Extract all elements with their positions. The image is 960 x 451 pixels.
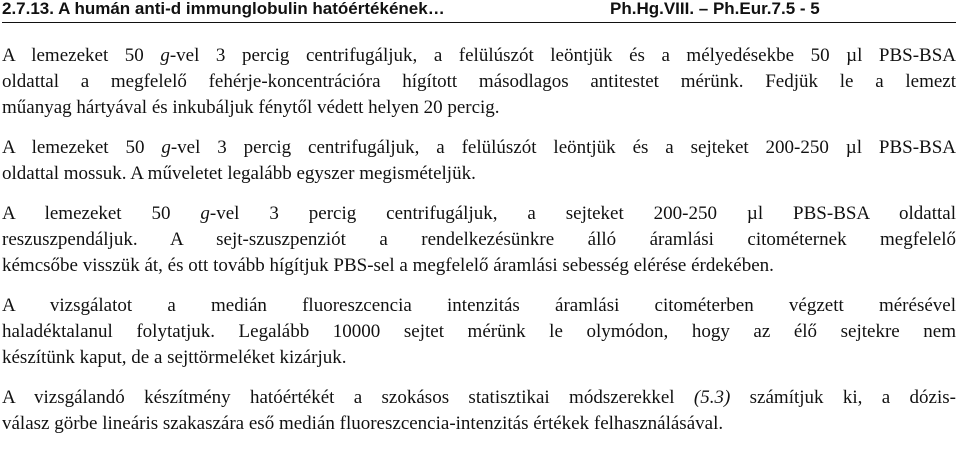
paragraph-resuspension <box>2 201 956 279</box>
text-line: készítünk kaput, de a sejttörmeléket kizárjuk. <box>2 347 347 368</box>
text-line: reszuszpendáljuk. A sejt-szuszpenziót a rendelkezésünkre álló áramlási citométernek megfelelő <box>2 229 956 250</box>
paragraph-secondary-antibody <box>2 43 956 121</box>
text-line: A vizsgálandó készítmény hatóértékét a szokásos statisztikai módszerekkel (5.3) számítjuk ki, a dózis- <box>2 387 956 408</box>
text-line: haladéktalanul folytatjuk. Legalább 10000 sejtet mérünk le olymódon, hogy az élő sejtekre nem <box>2 321 956 342</box>
text-line: A lemezeket 50 g-vel 3 percig centrifugáljuk, a sejteket 200-250 µl PBS-BSA oldattal <box>2 203 956 224</box>
section-title: 2.7.13. A humán anti-d immunglobulin hatóértékének… <box>2 0 445 18</box>
page-header <box>2 0 956 23</box>
text-line: kémcsőbe visszük át, és ott tovább hígítjuk PBS-sel a megfelelő áramlási sebesség elérése érdekében. <box>2 255 774 276</box>
text-line: A lemezeket 50 g-vel 3 percig centrifugáljuk, a felülúszót leöntjük és a sejteket 200-250 µl PBS-BSA <box>2 137 956 158</box>
paragraph-washing <box>2 135 956 187</box>
text-line: műanyag hártyával és inkubáljuk fénytől védett helyen 20 percig. <box>2 97 500 118</box>
text-line: oldattal a megfelelő fehérje-koncentrációra hígított másodlagos antitestet mérünk. Fedjük le a lemezt <box>2 71 956 92</box>
document-body <box>2 43 956 451</box>
text-line: oldattal mossuk. A műveletet legalább egyszer megismételjük. <box>2 163 476 184</box>
paragraph-potency-calculation <box>2 385 956 437</box>
pharmacopoeia-reference: Ph.Hg.VIII. – Ph.Eur.7.5 - 5 <box>610 0 820 18</box>
text-line: A vizsgálatot a medián fluoreszcencia intenzitás áramlási citométerben végzett mérésével <box>2 295 956 316</box>
text-line: válasz görbe lineáris szakaszára eső medián fluoreszcencia-intenzitás értékek felhasználásával. <box>2 413 724 434</box>
text-line: A lemezeket 50 g-vel 3 percig centrifugáljuk, a felülúszót leöntjük és a mélyedésekbe 50 µl PBS-BSA <box>2 45 956 66</box>
paragraph-measurement <box>2 293 956 371</box>
